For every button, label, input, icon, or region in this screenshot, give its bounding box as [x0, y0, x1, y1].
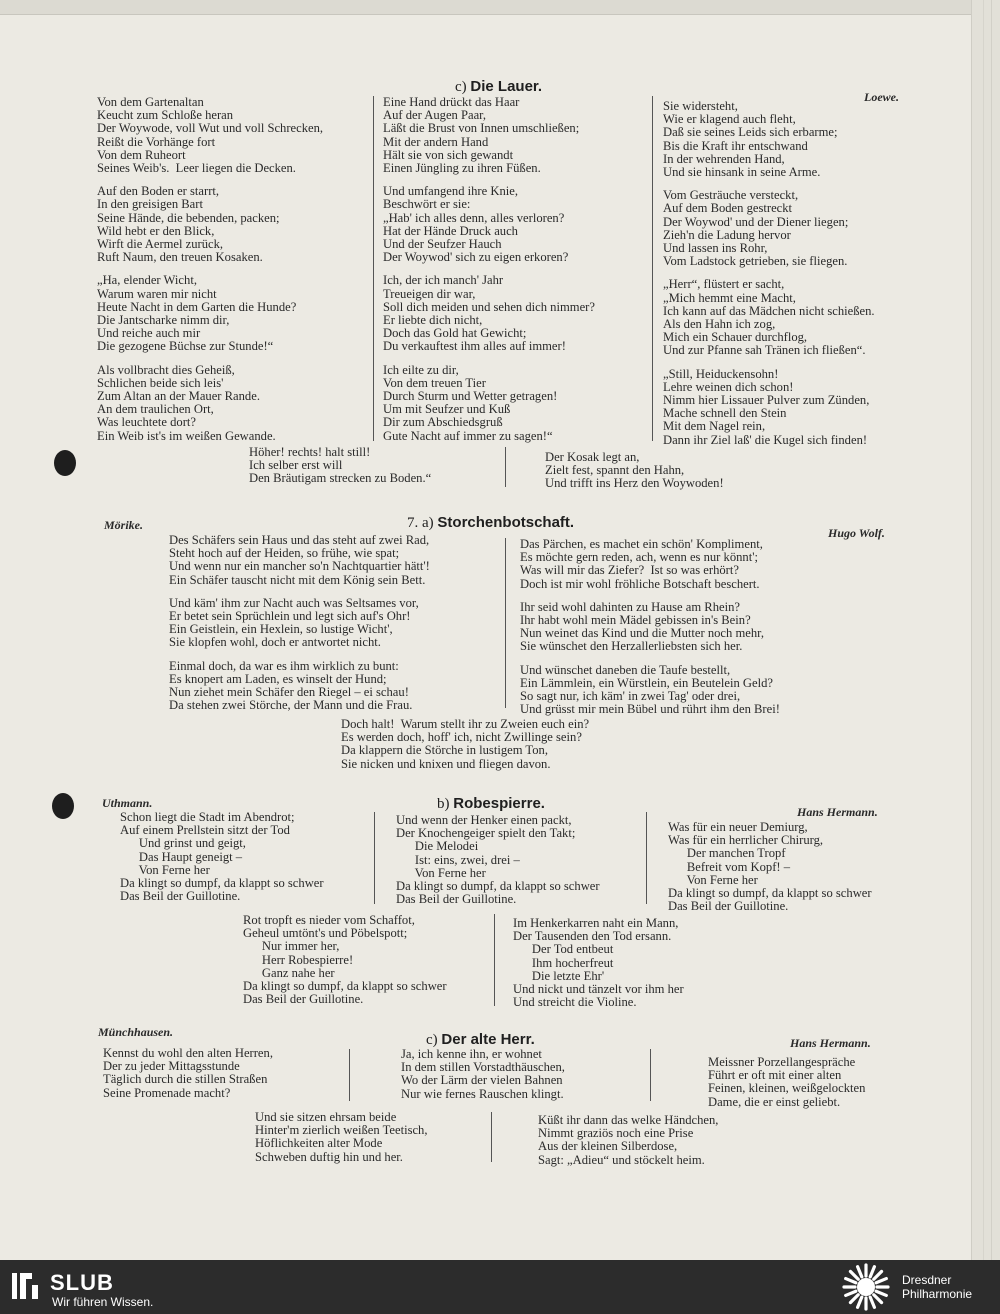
verse-line: Mit dem Nagel rein,	[663, 419, 766, 434]
verse-line: Da klingt so dumpf, da klappt so schwer	[243, 979, 447, 994]
verse-line: Ein Weib ist's im weißen Gewande.	[97, 428, 276, 443]
verse-line: In der wehrenden Hand,	[663, 151, 785, 166]
verse-line: Um mit Seufzer und Kuß	[383, 402, 511, 417]
title-text: Robespierre.	[453, 795, 545, 812]
verse-line: „Ha, elender Wicht,	[97, 273, 197, 288]
title-prefix: c)	[426, 1032, 438, 1048]
verse-line: Schon liegt die Stadt im Abendrot;	[120, 810, 295, 824]
verse-line: Führt er oft mit einer alten	[708, 1068, 842, 1083]
verse-line: Vom Gesträuche versteckt,	[663, 188, 799, 203]
column-divider	[373, 96, 374, 441]
verse-line: So sagt nur, ich käm' in zwei Tag' oder drei,	[520, 689, 741, 704]
verse-line: Ein Geistlein, ein Hexlein, so lustige Wicht',	[169, 622, 393, 637]
verse-line: Es möchte gern reden, ach, wenn es nur könnt';	[520, 550, 758, 565]
stanza	[169, 660, 430, 713]
robes-column-1	[120, 811, 324, 903]
logo-ray	[870, 1297, 874, 1307]
verse-line: Da klingt so dumpf, da klappt so schwer	[668, 886, 872, 901]
stanza	[97, 96, 323, 175]
verse-line: Was leuchtete dort?	[97, 415, 196, 430]
verse-line: Soll dich meiden und sehen dich nimmer?	[383, 299, 595, 314]
verse-line: Hat der Hände Druck auch	[383, 223, 518, 238]
stanza	[663, 100, 875, 179]
herr-bottom-left	[255, 1111, 428, 1164]
verse-line: Der Knochengeiger spielt den Takt;	[396, 826, 576, 841]
page-edge-line	[983, 0, 984, 1260]
verse-line: Ein Lämmlein, ein Würstlein, ein Beutelein Geld?	[520, 675, 773, 690]
philharmonie-logo-icon	[842, 1263, 890, 1311]
herr-poet: Münchhausen.	[98, 1025, 174, 1039]
herr-column-3	[708, 1056, 865, 1109]
punch-hole	[52, 793, 74, 819]
verse-line: Sie nicken und knixen und fliegen davon.	[341, 756, 551, 771]
verse-line: Kennst du wohl den alten Herren,	[103, 1046, 273, 1060]
storch-bottom	[341, 718, 589, 771]
verse-line: Der zu jeder Mittagsstunde	[103, 1059, 240, 1074]
title-prefix: b)	[437, 796, 450, 812]
column-divider	[505, 538, 506, 708]
verse-line: Und streicht die Violine.	[513, 995, 637, 1010]
verse-line: „Hab' ich alles denn, alles verloren?	[383, 210, 565, 225]
page-edge-right	[971, 0, 1000, 1260]
logo-ray	[874, 1295, 882, 1303]
verse-line: Er liebte dich nicht,	[383, 313, 483, 328]
verse-line: Beschwört er sie:	[383, 197, 471, 212]
verse-line: Von dem Ruheort	[97, 147, 186, 162]
verse-line: „Still, Heiduckensohn!	[663, 366, 779, 381]
verse-line: Einmal doch, da war es ihm wirklich zu bunt:	[169, 658, 399, 673]
verse-line: Und grinst und geigt,	[120, 836, 246, 851]
logo-ray	[846, 1291, 856, 1295]
punch-hole	[54, 450, 76, 476]
verse-line: Zielt fest, spannt den Hahn,	[545, 463, 685, 478]
verse-line: Und nickt und tänzelt vor ihm her	[513, 982, 684, 997]
verse-line: Und lassen ins Rohr,	[663, 241, 768, 256]
stanza	[169, 597, 430, 650]
storch-poet: Mörike.	[104, 518, 143, 532]
verse-line: Aus der kleinen Silberdose,	[538, 1139, 678, 1154]
verse-line: Höflichkeiten alter Mode	[255, 1136, 383, 1151]
verse-line: Nur wie fernes Rauschen klingt.	[401, 1086, 564, 1101]
verse-line: Nun weinet das Kind und die Mutter noch mehr,	[520, 626, 764, 641]
verse-line: An dem traulichen Ort,	[97, 402, 214, 417]
lauer-title	[455, 78, 542, 96]
verse-line: Und umfangend ihre Knie,	[383, 184, 518, 199]
logo-ray	[850, 1271, 858, 1279]
verse-line: Schlichen beide sich leis'	[97, 375, 224, 390]
verse-line: Nimmt graziös noch eine Prise	[538, 1126, 694, 1141]
verse-line: Als den Hahn ich zog,	[663, 317, 776, 332]
verse-line: Des Schäfers sein Haus und das steht auf zwei Rad,	[169, 533, 430, 547]
stanza	[383, 274, 595, 353]
lauer-bottom-left	[249, 446, 431, 486]
verse-line: Wo der Lärm der vielen Bahnen	[401, 1073, 563, 1088]
verse-line: Einen Jüngling zu ihren Füßen.	[383, 161, 541, 176]
stanza	[383, 96, 595, 175]
page-edge-top	[0, 0, 1000, 15]
stanza	[663, 368, 875, 447]
verse-line: Das Beil der Guillotine.	[120, 889, 241, 904]
verse-line: Das Pärchen, es machet ein schön' Kompliment,	[520, 537, 763, 551]
verse-line: Er betet sein Sprüchlein und legt sich auf's Ohr!	[169, 609, 411, 624]
verse-line: Vom Ladstock getrieben, sie fliegen.	[663, 254, 848, 269]
stanza	[169, 534, 430, 587]
verse-line: Höher! rechts! halt still!	[249, 445, 371, 459]
herr-composer: Hans Hermann.	[790, 1036, 871, 1050]
verse-line: Ist: eins, zwei, drei –	[396, 852, 520, 867]
lauer-column-2	[383, 96, 595, 453]
title-prefix: 7. a)	[407, 515, 434, 531]
robes-composer: Hans Hermann.	[797, 805, 878, 819]
verse-line: Seine Promenade macht?	[103, 1085, 231, 1100]
verse-line: Da klappern die Störche in lustigem Ton,	[341, 743, 548, 758]
verse-line: Dir zum Abschiedsgruß	[383, 415, 503, 430]
verse-line: Das Haupt geneigt –	[120, 849, 243, 864]
verse-line: Ihr seid wohl dahinten zu Hause am Rhein?	[520, 599, 740, 614]
verse-line: Und reiche auch mir	[97, 326, 201, 341]
verse-line: Im Henkerkarren naht ein Mann,	[513, 916, 679, 930]
verse-line: Was für ein herrlicher Chirurg,	[668, 833, 824, 848]
title-text: Der alte Herr.	[441, 1031, 535, 1048]
verse-line: Zum Altan an der Mauer Rande.	[97, 389, 260, 404]
logo-ray	[876, 1279, 886, 1283]
verse-line: Der Woywod' sich zu eigen erkoren?	[383, 250, 569, 265]
page-edge-line	[991, 0, 992, 1260]
verse-line: Nur immer her,	[243, 939, 340, 954]
verse-line: Hinter'm zierlich weißen Teetisch,	[255, 1123, 428, 1138]
verse-line: Sagt: „Adieu“ und stöckelt heim.	[538, 1152, 705, 1167]
stanza	[383, 364, 595, 443]
stanza	[520, 538, 780, 591]
column-divider	[650, 1049, 651, 1101]
lauer-column-1	[97, 96, 323, 453]
verse-line: Befreit vom Kopf! –	[668, 859, 791, 874]
verse-line: Und zur Pfanne sah Tränen ich fließen“.	[663, 343, 866, 358]
verse-line: Doch das Gold hat Gewicht;	[383, 326, 527, 341]
robes-title	[437, 795, 545, 813]
verse-line: Ich eilte zu dir,	[383, 362, 459, 377]
logo-ray	[858, 1297, 862, 1307]
verse-line: Lehre weinen dich schon!	[663, 379, 794, 394]
verse-line: Als vollbracht dies Geheiß,	[97, 362, 235, 377]
stanza	[663, 189, 875, 268]
verse-line: Reißt die Vorhänge fort	[97, 134, 216, 149]
verse-line: Mit der andern Hand	[383, 134, 489, 149]
verse-line: Ganz nahe her	[243, 965, 335, 980]
herr-bottom-right	[538, 1114, 718, 1167]
verse-line: Doch ist mir wohl fröhliche Botschaft beschert.	[520, 576, 760, 591]
footer-bar	[0, 1260, 1000, 1314]
verse-line: Läßt die Brust von Innen umschließen;	[383, 121, 580, 136]
verse-line: Von dem Gartenaltan	[97, 95, 204, 109]
verse-line: Mich ein Schauer durchflog,	[663, 330, 808, 345]
column-divider	[652, 96, 653, 441]
robes-bottom-left	[243, 914, 447, 1006]
stanza	[97, 274, 323, 353]
verse-line: Ich selber erst will	[249, 458, 343, 473]
verse-line: Hält sie von sich gewandt	[383, 147, 514, 162]
logo-ray	[874, 1271, 882, 1279]
verse-line: Bis die Kraft ihr entschwand	[663, 138, 808, 153]
robes-poet: Uthmann.	[102, 796, 153, 810]
verse-line: Daß sie seines Leids sich erbarme;	[663, 125, 838, 140]
verse-line: Das Beil der Guillotine.	[243, 992, 364, 1007]
herr-column-1	[103, 1047, 273, 1100]
verse-line: Und grüsst mir mein Bübel und rührt ihm den Brei!	[520, 702, 780, 717]
logo-ray	[846, 1279, 856, 1283]
verse-line: Und käm' ihm zur Nacht auch was Seltsames vor,	[169, 595, 419, 610]
logo-ray	[870, 1267, 874, 1277]
verse-line: In den greisigen Bart	[97, 197, 203, 212]
philharmonie-name: Dresdner Philharmonie	[902, 1273, 973, 1301]
stanza	[97, 185, 323, 264]
verse-line: Zieh'n die Ladung hervor	[663, 227, 791, 242]
verse-line: „Herr“, flüstert er sacht,	[663, 277, 785, 292]
verse-line: Rot tropft es nieder vom Schaffot,	[243, 913, 415, 927]
verse-line: Der Tausenden den Tod ersann.	[513, 929, 672, 944]
verse-line: Ich kann auf das Mädchen nicht schießen.	[663, 303, 875, 318]
verse-line: Es werden doch, hoff' ich, nicht Zwillinge sein?	[341, 730, 582, 745]
verse-line: Sie klopfen wohl, doch er antwortet nicht.	[169, 635, 381, 650]
logo-ray	[876, 1291, 886, 1295]
verse-line: Wild hebt er den Blick,	[97, 223, 215, 238]
verse-line: Nun ziehet mein Schäfer den Riegel – ei schau!	[169, 685, 409, 700]
verse-line: Ja, ich kenne ihn, er wohnet	[401, 1047, 542, 1061]
herr-column-2	[401, 1048, 565, 1101]
verse-line: Auf der Augen Paar,	[383, 108, 487, 123]
verse-line: Ihm hocherfreut	[513, 955, 614, 970]
stanza	[520, 601, 780, 654]
robes-column-3	[668, 821, 872, 913]
verse-line: Da klingt so dumpf, da klappt so schwer	[120, 876, 324, 891]
verse-line: Eine Hand drückt das Haar	[383, 95, 520, 109]
verse-line: Mache schnell den Stein	[663, 406, 787, 421]
verse-line: Die letzte Ehr'	[513, 968, 605, 983]
verse-line: Auf einem Prellstein sitzt der Tod	[120, 823, 290, 838]
verse-line: Die gezogene Büchse zur Stunde!“	[97, 339, 274, 354]
title-text: Storchenbotschaft.	[437, 514, 575, 531]
verse-line: Von Ferne her	[120, 862, 210, 877]
verse-line: Ruft Naum, den treuen Kosaken.	[97, 250, 263, 265]
verse-line: Durch Sturm und Wetter getragen!	[383, 389, 558, 404]
lauer-column-3	[663, 100, 875, 457]
verse-line: Die Melodei	[396, 839, 479, 854]
verse-line: Dame, die er einst geliebt.	[708, 1094, 841, 1109]
verse-line: Der Tod entbeut	[513, 942, 614, 957]
verse-line: Der manchen Tropf	[668, 846, 786, 861]
column-divider	[646, 812, 647, 904]
verse-line: Der Kosak legt an,	[545, 450, 640, 464]
verse-line: Feinen, kleinen, weißgelockten	[708, 1081, 866, 1096]
verse-line: Und sie hinsank in seine Arme.	[663, 165, 821, 180]
logo-ray	[858, 1267, 862, 1277]
verse-line: Gute Nacht auf immer zu sagen!“	[383, 428, 553, 443]
verse-line: Da klingt so dumpf, da klappt so schwer	[396, 879, 600, 894]
verse-line: Was für ein neuer Demiurg,	[668, 820, 808, 834]
verse-line: Und sie sitzen ehrsam beide	[255, 1110, 397, 1124]
verse-line: Keucht zum Schloße heran	[97, 108, 234, 123]
verse-line: Auf dem Boden gestreckt	[663, 201, 793, 216]
verse-line: „Mich hemmt eine Macht,	[663, 290, 796, 305]
stanza	[97, 364, 323, 443]
verse-line: Treueigen dir war,	[383, 286, 476, 301]
verse-line: Herr Robespierre!	[243, 952, 354, 967]
verse-line: Schweben duftig hin und her.	[255, 1149, 403, 1164]
stanza	[520, 664, 780, 717]
verse-line: Sie widersteht,	[663, 99, 738, 113]
verse-line: Warum waren mir nicht	[97, 286, 217, 301]
verse-line: Es knopert am Laden, es winselt der Hund;	[169, 671, 387, 686]
robes-bottom-right	[513, 917, 684, 1009]
verse-line: Das Beil der Guillotine.	[668, 899, 789, 914]
column-divider	[374, 812, 375, 904]
verse-line: In dem stillen Vorstadthäuschen,	[401, 1060, 565, 1075]
verse-line: Steht hoch auf der Heiden, so frühe, wie spat;	[169, 546, 400, 561]
verse-line: Täglich durch die stillen Straßen	[103, 1072, 268, 1087]
verse-line: Was will mir das Ziefer? Ist so was erhört?	[520, 563, 739, 578]
verse-line: Und trifft ins Herz den Woywoden!	[545, 476, 724, 491]
verse-line: Ihr habt wohl mein Mädel gebissen in's Bein?	[520, 613, 751, 628]
verse-line: Seines Weib's. Leer liegen die Decken.	[97, 161, 296, 176]
stanza	[663, 278, 875, 357]
column-divider	[505, 447, 506, 487]
verse-line: Meissner Porzellangespräche	[708, 1055, 856, 1069]
slub-tagline: Wir führen Wissen.	[52, 1295, 154, 1309]
stanza	[383, 185, 595, 264]
verse-line: Wirft die Aermel zurück,	[97, 237, 224, 252]
column-divider	[349, 1049, 350, 1101]
lauer-bottom-right	[545, 451, 724, 491]
verse-line: Von dem treuen Tier	[383, 375, 486, 390]
verse-line: Nimm hier Lissauer Pulver zum Zünden,	[663, 393, 870, 408]
verse-line: Ich, der ich manch' Jahr	[383, 273, 504, 288]
verse-line: Und wenn der Henker einen packt,	[396, 813, 572, 827]
verse-line: Die Jantscharke nimm dir,	[97, 313, 230, 328]
verse-line: Und der Seufzer Hauch	[383, 237, 502, 252]
verse-line: Ein Schäfer tauscht nicht mit dem König sein Bett.	[169, 572, 426, 587]
verse-line: Wie er klagend auch fleht,	[663, 112, 796, 127]
slub-logo-icon	[12, 1271, 40, 1301]
verse-line: Küßt ihr dann das welke Händchen,	[538, 1113, 719, 1127]
verse-line: Auf den Boden er starrt,	[97, 184, 220, 199]
verse-line: Der Woywod' und der Diener liegen;	[663, 214, 849, 229]
verse-line: Doch halt! Warum stellt ihr zu Zweien euch ein?	[341, 717, 590, 731]
storch-column-2	[520, 538, 780, 726]
verse-line: Dann ihr Ziel laß' die Kugel sich finden!	[663, 432, 868, 447]
verse-line: Der Woywode, voll Wut und voll Schrecken,	[97, 121, 324, 136]
verse-line: Das Beil der Guillotine.	[396, 892, 517, 907]
verse-line: Seine Hände, die bebenden, packen;	[97, 210, 280, 225]
verse-line: Da stehen zwei Störche, der Mann und die Frau.	[169, 698, 413, 713]
verse-line: Den Bräutigam strecken zu Boden.“	[249, 471, 432, 486]
storch-column-1	[169, 534, 430, 722]
column-divider	[491, 1112, 492, 1162]
verse-line: Geheul umtönt's und Pöbelspott;	[243, 926, 408, 941]
title-prefix: c)	[455, 79, 467, 95]
verse-line: Und wünschet daneben die Taufe bestellt,	[520, 662, 731, 677]
verse-line: Heute Nacht in dem Garten die Hunde?	[97, 299, 297, 314]
verse-line: Sie wünschet den Herzallerliebsten sich her.	[520, 639, 743, 654]
title-text: Die Lauer.	[470, 78, 543, 95]
storch-composer: Hugo Wolf.	[828, 526, 885, 540]
verse-line: Von Ferne her	[668, 872, 758, 887]
robes-column-2	[396, 814, 600, 906]
verse-line: Von Ferne her	[396, 865, 486, 880]
lauer-composer: Loewe.	[864, 90, 899, 104]
verse-line: Und wenn nur ein mancher so'n Nachtquartier hätt'!	[169, 559, 430, 574]
verse-line: Du verkauftest ihm alles auf immer!	[383, 339, 566, 354]
logo-ray	[850, 1295, 858, 1303]
slub-name: SLUB	[50, 1270, 114, 1295]
column-divider	[494, 914, 495, 1006]
storch-title	[407, 514, 574, 532]
